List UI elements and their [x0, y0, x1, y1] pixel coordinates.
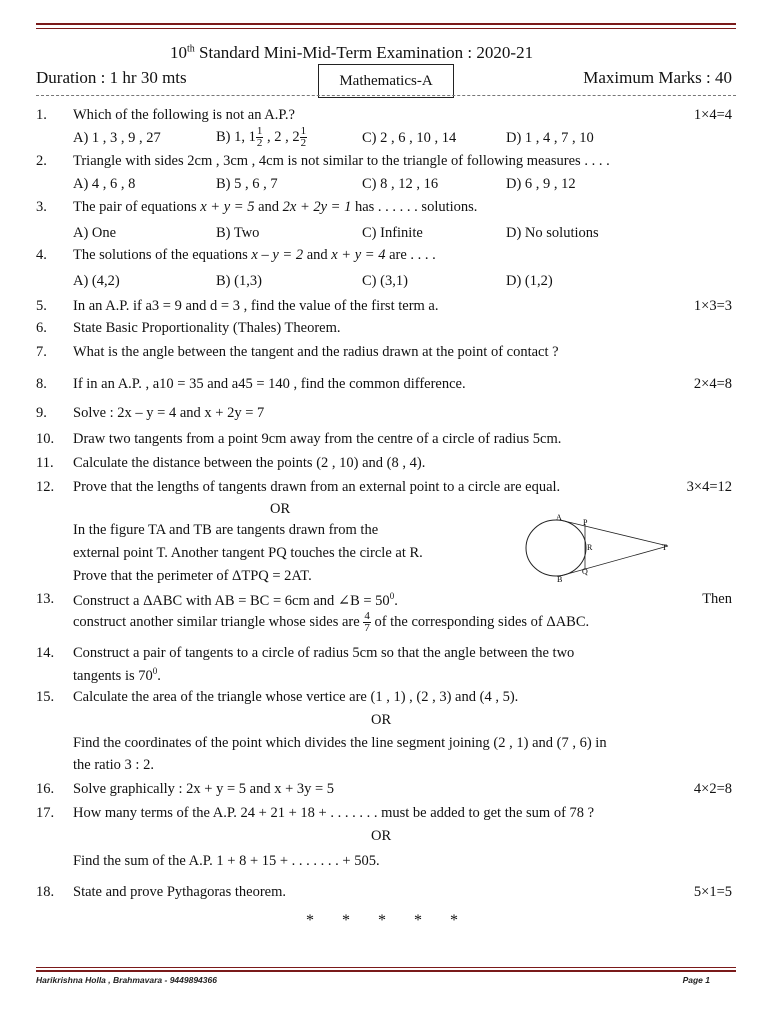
q12-text: Prove that the lengths of tangents drawn from an external point to a circle are equal. — [73, 479, 561, 495]
subject-box: Mathematics-A — [318, 64, 454, 98]
star: * — [414, 912, 422, 929]
q14-line2: tangents is $70^0$. — [73, 666, 161, 684]
q10-text: Draw two tangents from a point 9cm away from the centre of a circle of radius 5cm. — [73, 431, 562, 447]
marks-sec5: 4×2=8 — [693, 781, 732, 797]
q18-number: 18. — [36, 884, 55, 900]
q17-alt-line1: Find the sum of the A.P. 1 + 8 + 15 + . . . . . . . + 505. — [73, 853, 380, 869]
q12-alt-line1: In the figure TA and TB are tangents drawn from the — [73, 522, 379, 538]
q3-text: The pair of equations x + y = 5 and 2x + 2y = 1 has . . . . . . solutions. — [73, 199, 478, 215]
q2-option-b: B) 5 , 6 , 7 — [216, 176, 278, 192]
star: * — [378, 912, 386, 929]
q12-alt-line3: Prove that the perimeter of ΔTPQ = 2AT. — [73, 568, 312, 584]
q3-option-d: D) No solutions — [506, 225, 599, 241]
q4-option-d: D) (1,2) — [506, 273, 553, 289]
q4-option-a: A) (4,2) — [73, 273, 120, 289]
q3-number: 3. — [36, 199, 47, 215]
q13-then: Then — [702, 591, 732, 607]
q17-or: OR — [371, 828, 392, 844]
q5-text: In an A.P. if a3 = 9 and d = 3 , find the value of the first term a. — [73, 298, 439, 314]
q15-text: Calculate the area of the triangle whose vertice are (1 , 1) , (2 , 3) and (4 , 5). — [73, 689, 519, 705]
figure-label-a: A — [556, 513, 562, 522]
q7-number: 7. — [36, 344, 47, 360]
q6-number: 6. — [36, 320, 47, 336]
q9-text: Solve : 2x – y = 4 and x + 2y = 7 — [73, 405, 265, 421]
q5-number: 5. — [36, 298, 47, 314]
q17-text: How many terms of the A.P. 24 + 21 + 18 + . . . . . . . must be added to get the sum of 78 ? — [73, 805, 595, 821]
q3-option-c: C) Infinite — [362, 225, 423, 241]
max-marks: Maximum Marks : 40 — [583, 68, 732, 87]
q6-text: State Basic Proportionality (Thales) Theorem. — [73, 320, 341, 336]
q8-text: If in an A.P. , a10 = 35 and a45 = 140 , find the common difference. — [73, 376, 466, 392]
q18-text: State and prove Pythagoras theorem. — [73, 884, 287, 900]
q11-text: Calculate the distance between the points (2 , 10) and (8 , 4). — [73, 455, 426, 471]
q13-line2: construct another similar triangle whose sides are $\frac{4}{7}$ of the corresponding sides of ΔABC. — [73, 610, 590, 634]
marks-sec4: 3×4=12 — [686, 479, 732, 495]
q2-option-c: C) 8 , 12 , 16 — [362, 176, 439, 192]
figure-label-b: B — [557, 575, 563, 584]
q3-option-b: B) Two — [216, 225, 260, 241]
top-rule — [36, 23, 736, 25]
top-rule-thin — [36, 28, 736, 29]
q15-alt-line2: the ratio 3 : 2. — [73, 757, 154, 773]
q16-number: 16. — [36, 781, 55, 797]
tangent-figure — [520, 510, 680, 585]
figure-label-r: R — [587, 543, 593, 552]
star: * — [342, 912, 350, 929]
q1-text: Which of the following is not an A.P.? — [73, 107, 295, 123]
bottom-rule — [36, 970, 736, 972]
q13-number: 13. — [36, 591, 55, 607]
q1-option-b: B) 1, 1 $\frac{1}{2}$ , 2 , 2 $\frac{1}{2}$ — [216, 125, 307, 149]
end-stars — [306, 912, 486, 930]
q1-option-a: A) 1 , 3 , 9 , 27 — [73, 130, 161, 146]
q15-alt-line1: Find the coordinates of the point which divides the line segment joining (2 , 1) and (7 , 6) in — [73, 735, 607, 751]
q1-option-c: C) 2 , 6 , 10 , 14 — [362, 130, 457, 146]
q4-text: The solutions of the equations x – y = 2 and x + y = 4 are . . . . — [73, 247, 436, 263]
figure-label-t: T — [662, 543, 667, 552]
q9-number: 9. — [36, 405, 47, 421]
footer-page: Page 1 — [682, 975, 710, 985]
q13-text: Construct a ΔABC with AB = BC = 6cm and ∠B = $50^0$. — [73, 591, 398, 609]
header-divider — [36, 95, 736, 96]
q4-option-c: C) (3,1) — [362, 273, 408, 289]
star: * — [306, 912, 314, 929]
exam-title: 10th Standard Mini-Mid-Term Examination : 2020-21 — [170, 43, 534, 62]
q4-number: 4. — [36, 247, 47, 263]
star: * — [450, 912, 458, 929]
figure-label-q: Q — [582, 567, 588, 576]
bottom-rule-thin — [36, 967, 736, 968]
q2-option-d: D) 6 , 9 , 12 — [506, 176, 576, 192]
footer-author: Harikrishna Holla , Brahmavara - 9449894366 — [36, 975, 217, 985]
q8-number: 8. — [36, 376, 47, 392]
q14-text: Construct a pair of tangents to a circle of radius 5cm so that the angle between the two — [73, 645, 575, 661]
q3-option-a: A) One — [73, 225, 117, 241]
q12-alt-line2: external point T. Another tangent PQ touches the circle at R. — [73, 545, 423, 561]
q12-or: OR — [270, 501, 291, 517]
marks-sec6: 5×1=5 — [693, 884, 732, 900]
q7-text: What is the angle between the tangent and the radius drawn at the point of contact ? — [73, 344, 559, 360]
q1-number: 1. — [36, 107, 47, 123]
q17-number: 17. — [36, 805, 55, 821]
figure-label-p: P — [583, 518, 588, 527]
q10-number: 10. — [36, 431, 55, 447]
q1-option-d: D) 1 , 4 , 7 , 10 — [506, 130, 594, 146]
marks-sec1: 1×4=4 — [693, 107, 732, 123]
q2-option-a: A) 4 , 6 , 8 — [73, 176, 136, 192]
q14-number: 14. — [36, 645, 55, 661]
duration: Duration : 1 hr 30 mts — [36, 68, 187, 87]
q12-number: 12. — [36, 479, 55, 495]
marks-sec3: 2×4=8 — [693, 376, 732, 392]
q2-number: 2. — [36, 153, 47, 169]
q11-number: 11. — [36, 455, 54, 471]
q2-text: Triangle with sides 2cm , 3cm , 4cm is not similar to the triangle of following measures . . . . — [73, 153, 610, 169]
q4-option-b: B) (1,3) — [216, 273, 262, 289]
q16-text: Solve graphically : 2x + y = 5 and x + 3y = 5 — [73, 781, 335, 797]
marks-sec2: 1×3=3 — [693, 298, 732, 314]
q15-number: 15. — [36, 689, 55, 705]
q15-or: OR — [371, 712, 392, 728]
